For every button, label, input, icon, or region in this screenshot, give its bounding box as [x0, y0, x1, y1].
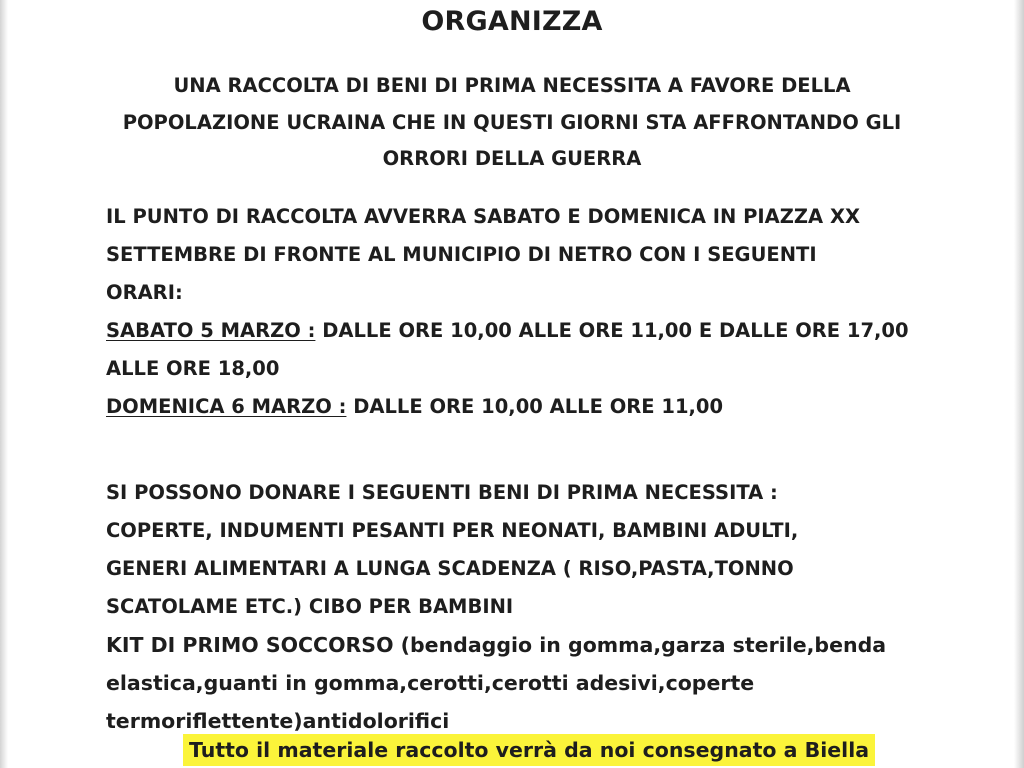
intro-line: POPOLAZIONE UCRAINA CHE IN QUESTI GIORNI STA AFFRONTANDO GLI — [122, 110, 902, 134]
spacer — [106, 431, 1006, 479]
donation-line: elastica,guanti in gomma,cerotti,cerotti adesivi,coperte — [106, 671, 755, 695]
donation-line: KIT DI PRIMO SOCCORSO (bendaggio in gomma,garza sterile,benda — [106, 633, 887, 657]
donation-line: COPERTE, INDUMENTI PESANTI PER NEONATI, BAMBINI ADULTI, — [106, 519, 799, 542]
schedule-hours: DALLE ORE 10,00 ALLE ORE 11,00 — [346, 395, 724, 418]
schedule-saturday — [106, 317, 1006, 355]
document-title: ORGANIZZA — [421, 6, 603, 37]
intro-line: ORRORI DELLA GUERRA — [382, 147, 642, 170]
schedule-day-label: SABATO 5 MARZO : — [106, 319, 316, 342]
donation-line: GENERI ALIMENTARI A LUNGA SCADENZA ( RISO,PASTA,TONNO — [106, 557, 794, 580]
location-line: ORARI: — [106, 281, 183, 304]
schedule-day-label: DOMENICA 6 MARZO : — [106, 395, 347, 418]
schedule-saturday-continuation: ALLE ORE 18,00 — [106, 357, 280, 380]
intro-line: UNA RACCOLTA DI BENI DI PRIMA NECESSITA A FAVORE DELLA — [173, 74, 851, 97]
schedule-hours: DALLE ORE 10,00 ALLE ORE 11,00 E DALLE ORE 17,00 — [315, 319, 909, 342]
location-line: IL PUNTO DI RACCOLTA AVVERRA SABATO E DOMENICA IN PIAZZA XX — [106, 205, 861, 228]
body-text — [106, 203, 1006, 745]
location-line: SETTEMBRE DI FRONTE AL MUNICIPIO DI NETRO CON I SEGUENTI — [106, 243, 817, 266]
schedule-sunday — [106, 393, 1006, 431]
donation-line: termoriflettente)antidolorifici — [106, 709, 450, 733]
donation-line: SCATOLAME ETC.) CIBO PER BAMBINI — [106, 595, 514, 618]
donation-line: SI POSSONO DONARE I SEGUENTI BENI DI PRIMA NECESSITA : — [106, 481, 778, 504]
highlighted-footer-note: Tutto il materiale raccolto verrà da noi consegnato a Biella — [183, 734, 875, 766]
intro-paragraph — [0, 73, 1024, 183]
